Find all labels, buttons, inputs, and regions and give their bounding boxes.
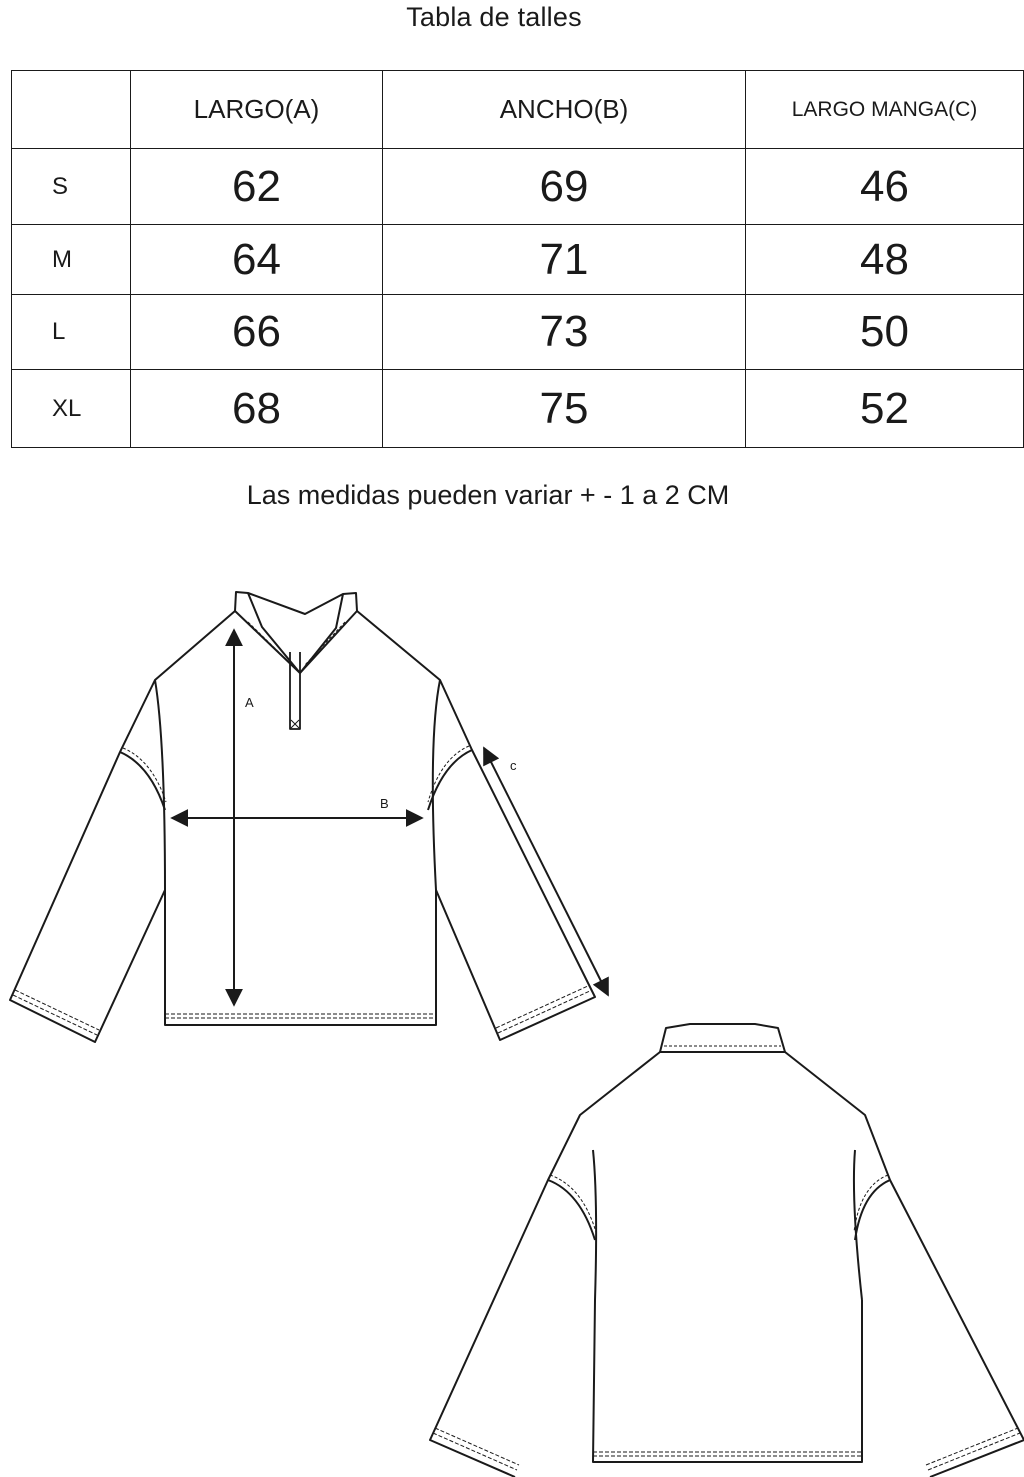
manga-value: 46 [746,149,1024,225]
size-label: S [12,149,131,225]
manga-value: 50 [746,295,1024,370]
arrow-c-sleeve [484,748,608,995]
back-collar [660,1024,785,1052]
left-armhole-seam [120,752,165,810]
header-ancho: ANCHO(B) [383,71,746,149]
label-a: A [245,695,254,710]
size-label: M [12,225,131,295]
largo-value: 62 [131,149,383,225]
label-b: B [380,796,389,811]
back-outline [430,1052,1024,1477]
table-row [12,370,1024,448]
page-title: Tabla de talles [406,2,582,32]
header-largo-manga: LARGO MANGA(C) [746,71,1024,149]
largo-value: 66 [131,295,383,370]
largo-value: 68 [131,370,383,448]
manga-value: 52 [746,370,1024,448]
table-row [12,295,1024,370]
header-size-cell [12,71,131,149]
size-label: XL [12,370,131,448]
size-label: L [12,295,131,370]
right-armhole-seam [428,750,472,810]
label-c: c [510,758,517,773]
size-chart-table [11,70,1024,448]
table-row [12,225,1024,295]
table-row [12,149,1024,225]
header-largo: LARGO(A) [131,71,383,149]
collar-inner-line [248,593,343,673]
dimension-arrows [172,630,608,1005]
back-view-shirt [430,1024,1024,1477]
table-header-row [12,71,1024,149]
garment-technical-drawing [0,540,1024,1477]
ancho-value: 73 [383,295,746,370]
ancho-value: 71 [383,225,746,295]
ancho-value: 69 [383,149,746,225]
largo-value: 64 [131,225,383,295]
ancho-value: 75 [383,370,746,448]
measurement-note: Las medidas pueden variar + - 1 a 2 CM [246,480,730,510]
front-outline [10,611,595,1042]
manga-value: 48 [746,225,1024,295]
